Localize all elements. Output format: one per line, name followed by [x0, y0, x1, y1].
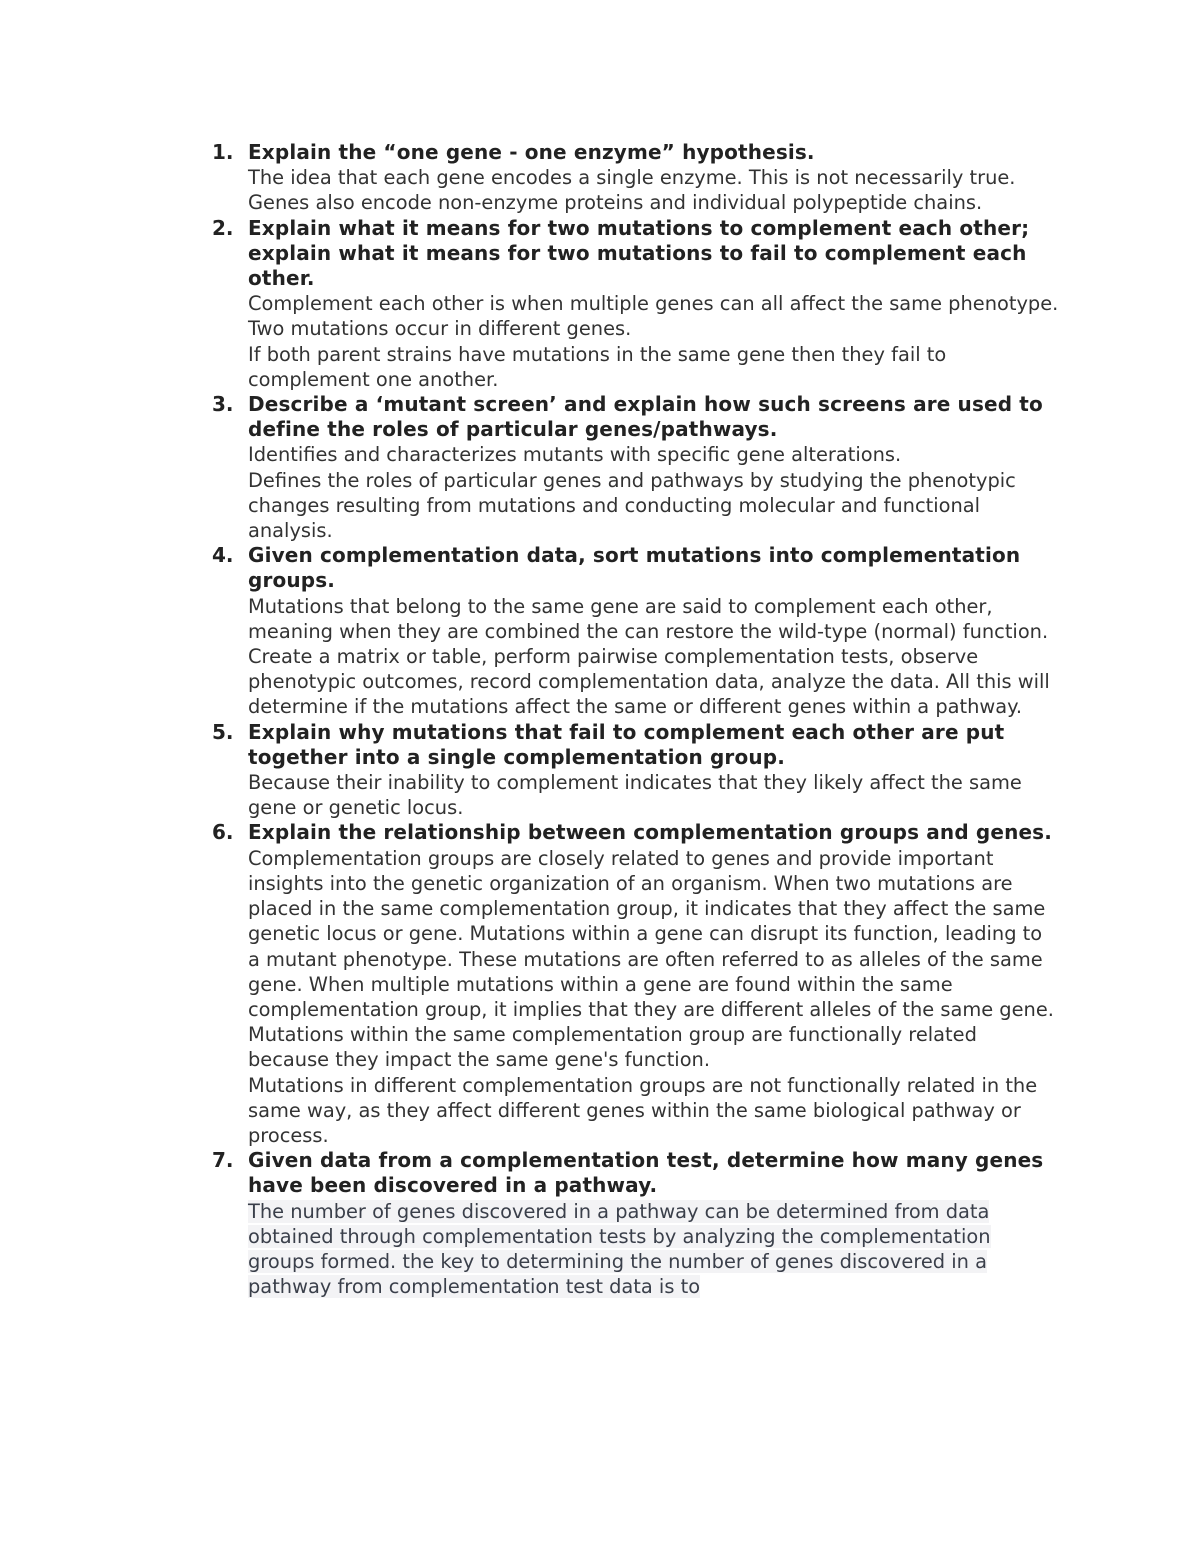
item-number: 2. — [212, 215, 234, 240]
question-text: Given complementation data, sort mutations into complementation groups. — [248, 543, 1021, 593]
question-text: Explain the “one gene - one enzyme” hypothesis. — [248, 140, 815, 164]
item-number: 1. — [212, 140, 234, 164]
highlighted-text: The number of genes discovered in a pathway can be determined from data obtained through complementation tests by analyzing the complementation groups formed. the key to determining the number of genes discovered in a pathway from complementation test data is to — [248, 1199, 991, 1299]
list-item — [210, 543, 1060, 719]
list-item — [210, 1148, 1060, 1299]
answer-paragraph: Mutations that belong to the same gene are said to complement each other, meaning when they are combined the can restore the wild-type (normal) function. Create a matrix or table, perform pairwise complementation tests, observe phenotypic outcomes, record complementation data, analyze the data. All this will determine if the mutations affect the same or different genes within a pathway. — [248, 594, 1050, 719]
list-item — [210, 820, 1060, 1148]
answer-paragraph — [248, 1199, 1060, 1300]
question-text: Explain why mutations that fail to complement each other are put together into a single complementation group. — [248, 719, 1005, 769]
item-number: 7. — [212, 1148, 234, 1173]
list-item — [210, 140, 1060, 216]
list-item — [210, 392, 1060, 543]
question-text: Describe a ‘mutant screen’ and explain how such screens are used to define the roles of particular genes/pathways. — [248, 392, 1043, 442]
question-list — [210, 140, 1060, 1299]
question-text: Explain the relationship between complementation groups and genes. — [248, 820, 1052, 845]
answer-text — [248, 442, 1060, 543]
answer-paragraph: The idea that each gene encodes a single enzyme. This is not necessarily true. Genes also encode non-enzyme proteins and individual polypeptide chains. — [248, 166, 1016, 215]
answer-text — [248, 594, 1060, 720]
answer-paragraph: Complementation groups are closely related to genes and provide important insights into the genetic organization of an organism. When two mutations are placed in the same complementation group, it indicates that they affect the same genetic locus or gene. Mutations within a gene can disrupt its function, leading to a mutant phenotype. These mutations are often referred to as alleles of the same gene. When multiple mutations within a gene are found within the same complementation group, it implies that they are different alleles of the same gene. — [248, 846, 1054, 1021]
answer-paragraph: Complement each other is when multiple genes can all affect the same phenotype. Two mutations occur in different genes. — [248, 292, 1059, 341]
item-number: 6. — [212, 820, 234, 845]
item-number: 5. — [212, 719, 234, 744]
answer-text — [248, 1199, 1060, 1300]
answer-paragraph: Because their inability to complement indicates that they likely affect the same gene or genetic locus. — [248, 771, 1022, 820]
answer-paragraph: Mutations within the same complementation group are functionally related because they impact the same gene's function. — [248, 1023, 977, 1072]
list-item — [210, 216, 1060, 392]
answer-text — [248, 770, 1060, 820]
answer-paragraph: If both parent strains have mutations in the same gene then they fail to complement one another. — [248, 342, 947, 391]
list-item — [210, 720, 1060, 821]
answer-text — [248, 846, 1060, 1148]
item-number: 4. — [212, 543, 234, 568]
question-text: Explain what it means for two mutations to complement each other; explain what it means for two mutations to fail to complement each other. — [248, 215, 1030, 291]
answer-paragraph: Mutations in different complementation groups are not functionally related in the same way, as they affect different genes within the same biological pathway or process. — [248, 1073, 1038, 1147]
question-text: Given data from a complementation test, determine how many genes have been discovered in a pathway. — [248, 1148, 1044, 1198]
answer-text — [248, 291, 1060, 392]
answer-text — [248, 165, 1060, 215]
answer-paragraph: Defines the roles of particular genes and pathways by studying the phenotypic changes resulting from mutations and conducting molecular and functional analysis. — [248, 468, 1016, 543]
item-number: 3. — [212, 392, 234, 417]
answer-paragraph: Identifies and characterizes mutants with specific gene alterations. — [248, 443, 902, 467]
